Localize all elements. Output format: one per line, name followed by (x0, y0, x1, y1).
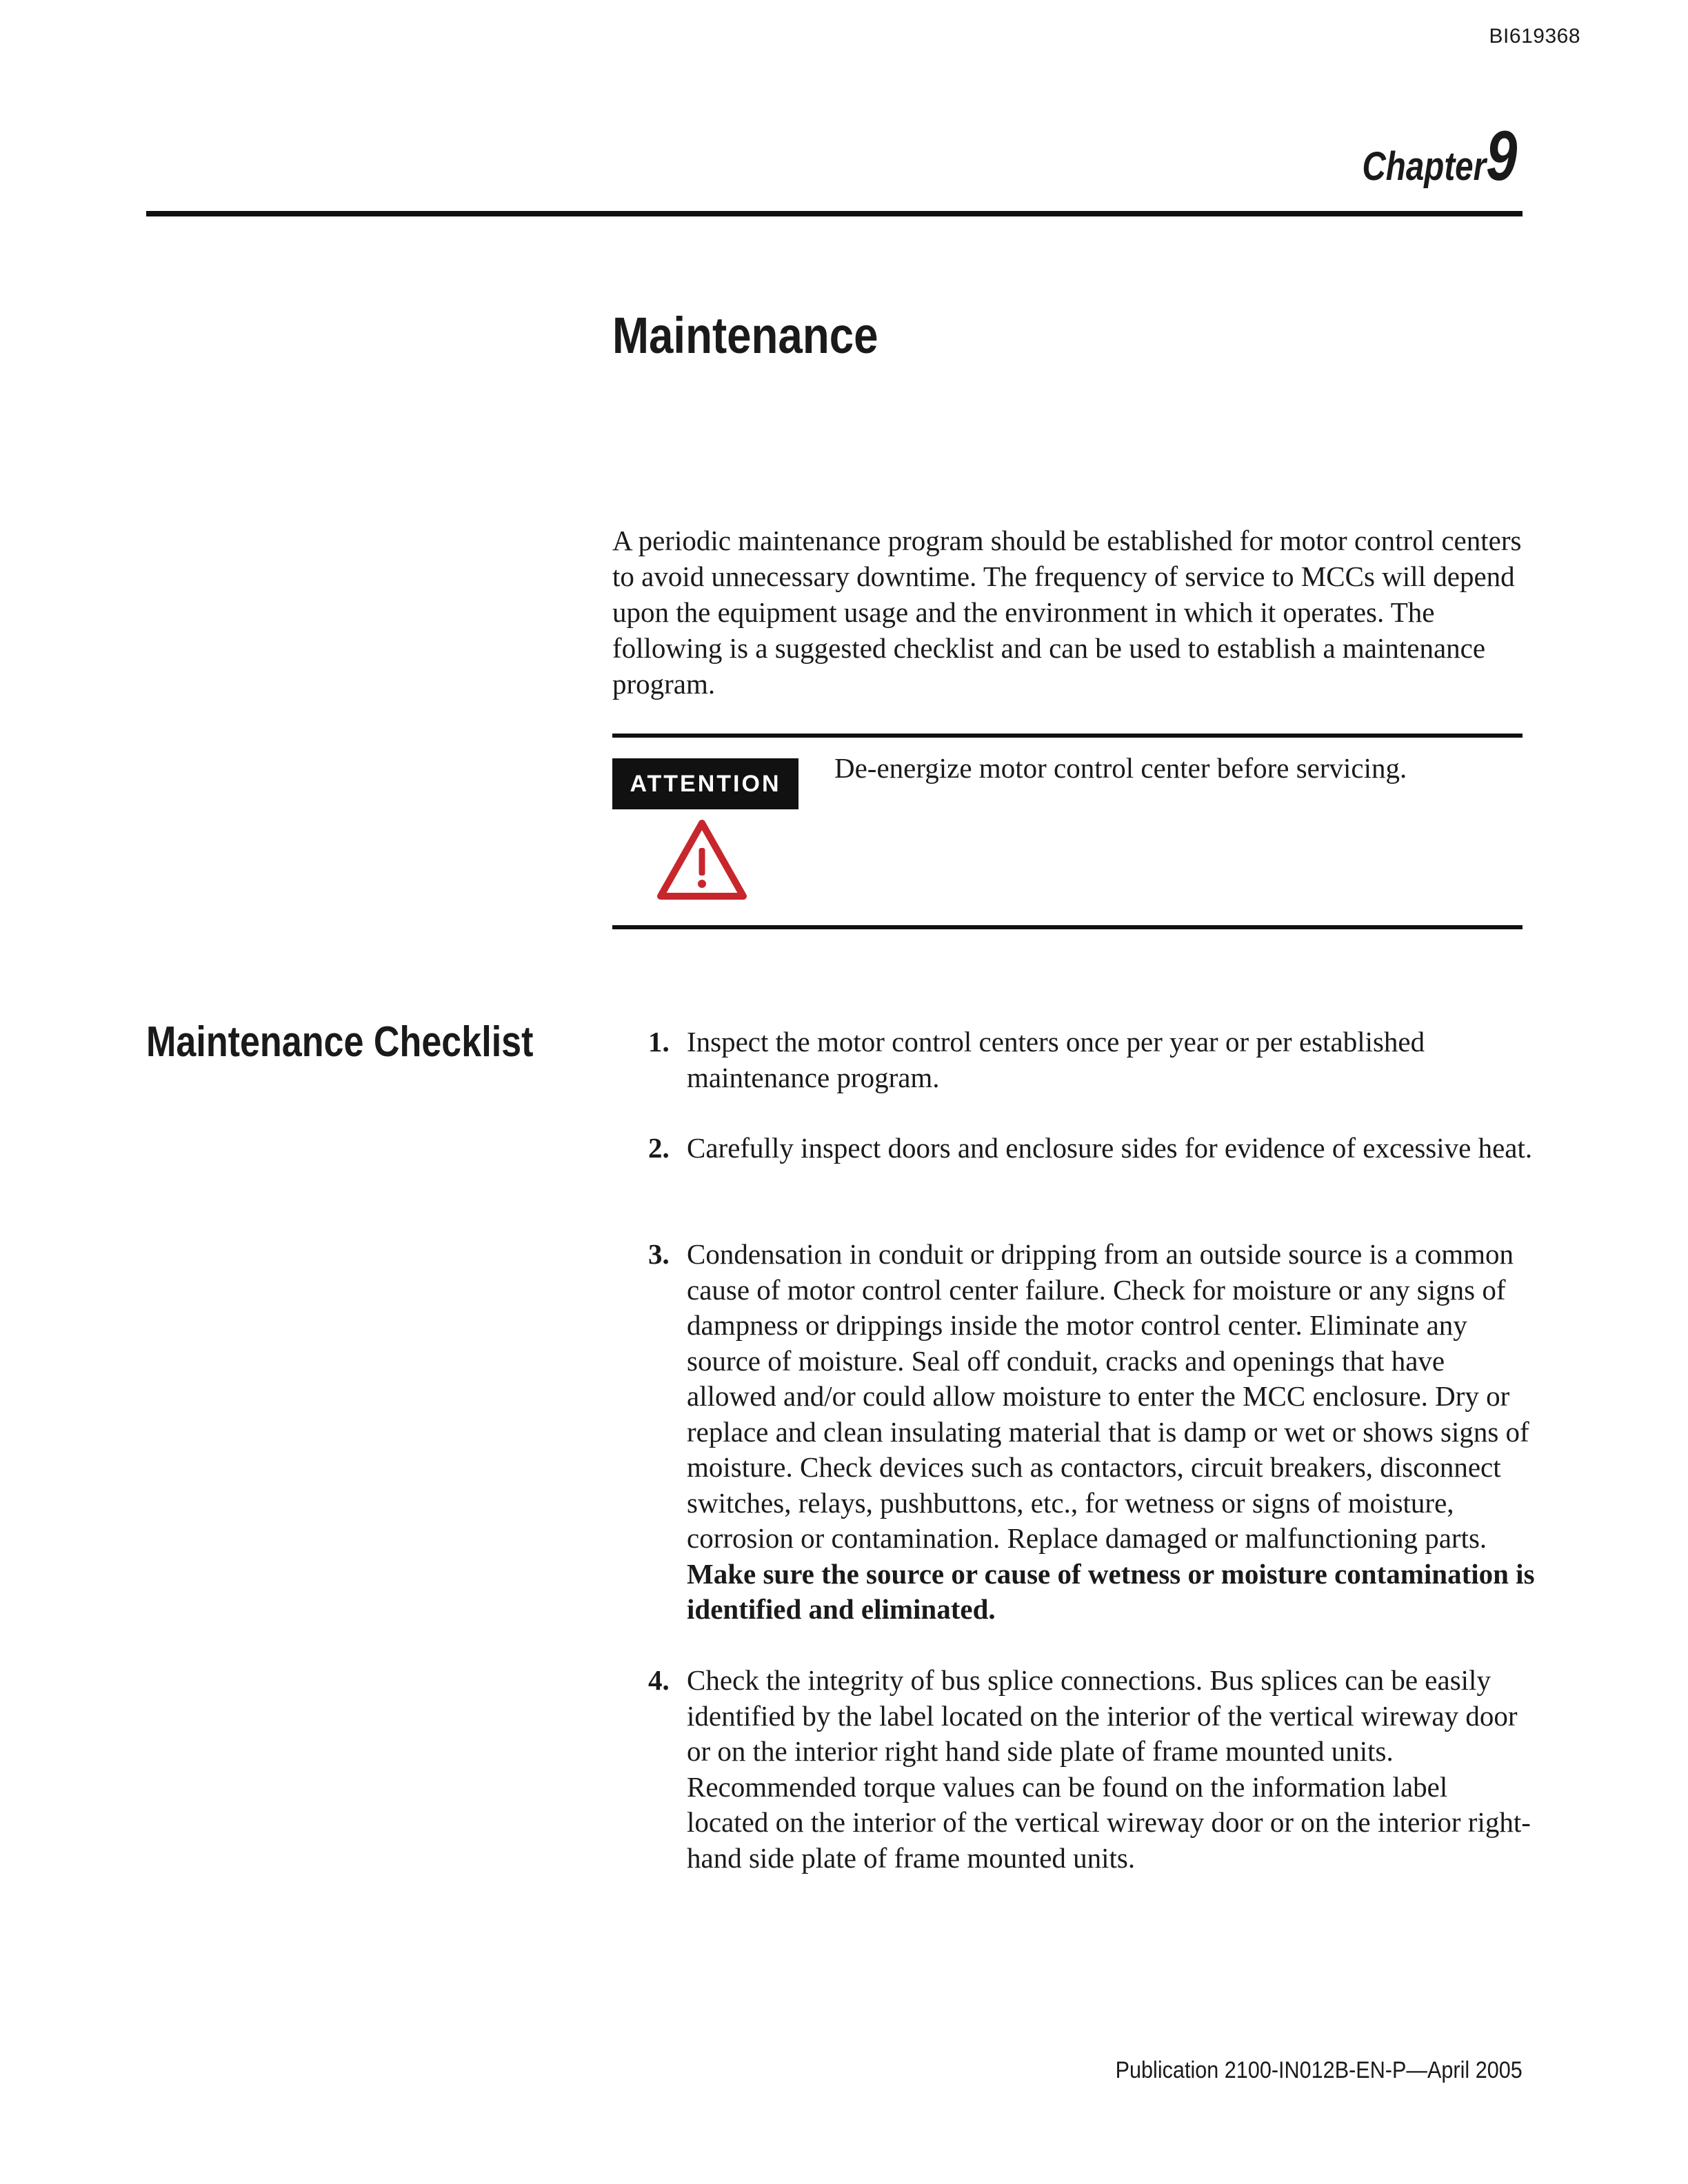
attention-rule-top (612, 734, 1523, 738)
warning-triangle-icon (655, 818, 749, 902)
attention-badge: ATTENTION (612, 758, 798, 809)
publication-footer: Publication 2100-IN012B-EN-P—April 2005 (1115, 2057, 1523, 2083)
item-number: 1. (648, 1026, 670, 1058)
document-id: BI619368 (1489, 25, 1580, 48)
intro-paragraph: A periodic maintenance program should be established for motor control centers to avoid unnecessary downtime. The frequency of service to MCCs will depend upon the equipment usage and the environment in which it operates. The following is a suggested checklist and can be used to establish a maintenance program. (612, 525, 1522, 700)
item-text: Carefully inspect doors and enclosure sides for evidence of excessive heat. (687, 1132, 1533, 1164)
item-number: 3. (648, 1238, 670, 1270)
item-number: 2. (648, 1132, 670, 1164)
item-number: 4. (648, 1664, 670, 1696)
item-text: Inspect the motor control centers once per year or per established maintenance program. (687, 1026, 1425, 1093)
chapter-number: 9 (1486, 117, 1518, 195)
attention-rule-bottom (612, 925, 1523, 929)
chapter-heading (1335, 116, 1525, 196)
item-emphasis: Make sure the source or cause of wetness or moisture contamination is identified and eliminated. (687, 1557, 1535, 1625)
attention-message: De-energize motor control center before servicing. (834, 752, 1407, 784)
page-title: Maintenance (612, 307, 878, 364)
chapter-label: Chapter (1362, 144, 1486, 189)
section-heading: Maintenance Checklist (146, 1018, 534, 1066)
item-text: Condensation in conduit or dripping from an outside source is a common cause of motor control center failure. Check for moisture or any signs of dampness or drippings inside the motor control center. Eliminate any source of moisture. Seal off conduit, cracks and openings that have allowed and/or could allow moisture to enter the MCC enclosure. Dry or replace and clean insulating material that is damp or wet or shows signs of moisture. Check devices such as contactors, circuit breakers, disconnect switches, relays, pushbuttons, etc., for wetness or signs of moisture, corrosion or contamination. Replace damaged or malfunctioning parts. (687, 1238, 1529, 1554)
chapter-rule (146, 211, 1523, 216)
item-text: Check the integrity of bus splice connections. Bus splices can be easily identified by the label located on the interior of the vertical wireway door or on the interior right hand side plate of frame mounted units. Recommended torque values can be found on the information label located on the interior of the vertical wireway door or on the interior right-hand side plate of frame mounted units. (687, 1664, 1531, 1874)
